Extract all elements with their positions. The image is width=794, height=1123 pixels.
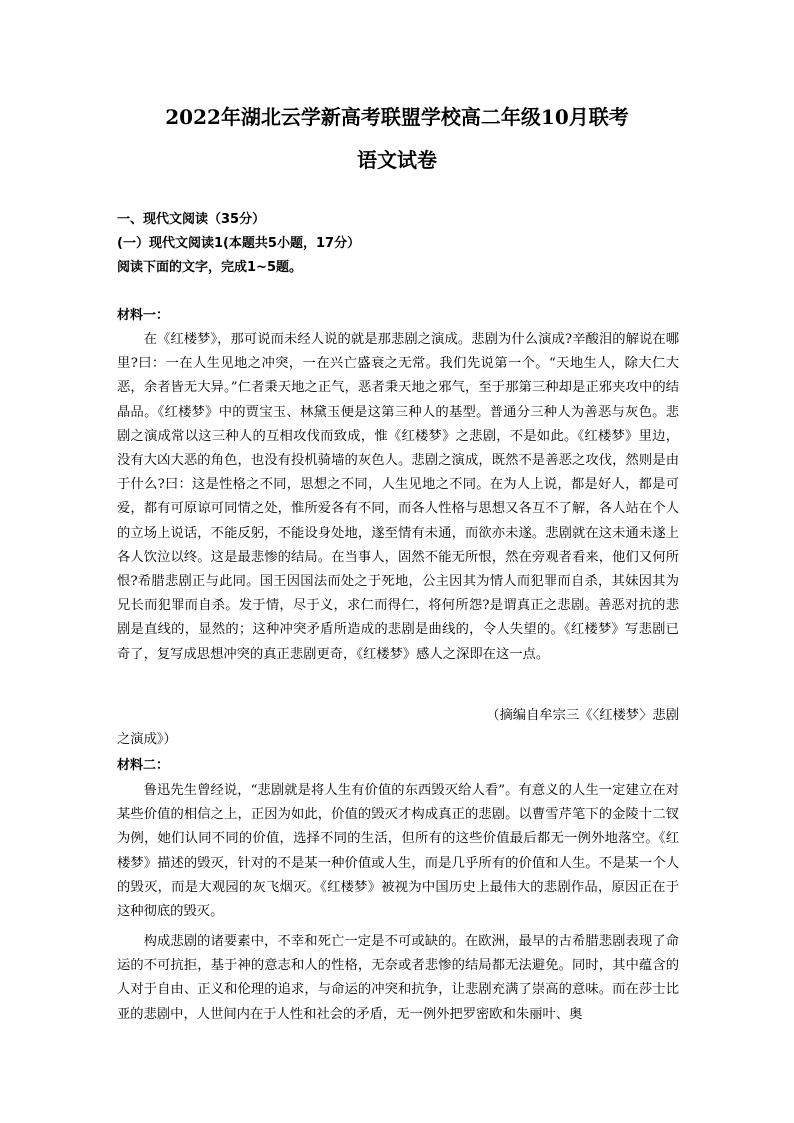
exam-subtitle: 语文试卷 <box>357 148 437 172</box>
exam-title: 2022年湖北云学新高考联盟学校高二年级10月联考 <box>165 105 629 129</box>
material1-source-line1: （摘编自牟宗三《〈红楼梦〉悲剧 <box>486 708 679 723</box>
material1-label: 材料一： <box>117 308 170 323</box>
material2-paragraph1: 鲁迅先生曾经说，“悲剧就是将人生有价值的东西毁灭给人看”。有意义的人生一定建立在对某些价值的相信之上，正因为如此，价值的毁灭才构成真正的悲剧。以曹雪芹笔下的金陵十二钗为例，她们认同不同的价值，选择不同的生活，但所有的这些价值最后都无一例外地落空。《红楼梦》描述的毁灭，针对的不是某一种价值或人生，而是几乎所有的价值和人生。不是某一个人的毁灭，而是大观园的灰飞烟灭。《红楼梦》被视为中国历史上最伟大的悲剧作品，原因正在于这种彻底的毁灭。 <box>117 783 679 920</box>
material1-paragraph: 在《红楼梦》，那可说而未经人说的就是那悲剧之演成。悲剧为什么演成?辛酸泪的解说在哪里?曰：一在人生见地之冲突，一在兴亡盛衰之无常。我们先说第一个。“天地生人，除大仁大恶，余者皆无大异。”仁者秉天地之正气，恶者秉天地之邪气，至于那第三种却是正邪夹攻中的结晶品。《红楼梦》中的贾宝玉、林黛玉便是这第三种人的基型。普通分三种人为善恶与灰色。悲剧之演成常以这三种人的互相攻伐而致成，惟《红楼梦》之悲剧，不是如此。《红楼梦》里边，没有大凶大恶的角色，也没有投机骑墙的灰色人。悲剧之演成，既然不是善恶之攻伐，然则是由于什么?曰：这是性格之不同，思想之不同，人生见地之不同。在为人上说，都是好人，都是可爱，都有可原谅可同情之处，惟所爱各有不同，而各人性格与思想又各互不了解，各人站在个人的立场上说话，不能反躬，不能设身处地，遂至情有未通，而欲亦未遂。悲剧就在这未通未遂上各人饮泣以终。这是最悲惨的结局。在当事人，固然不能无所恨，然在旁观者看来，他们又何所恨?希腊悲剧正与此同。国王因国法而处之于死地，公主因其为情人而犯罪而自杀，其妹因其为兄长而犯罪而自杀。发于情，尽于义，求仁而得仁，将何所怨?是谓真正之悲剧。善恶对抗的悲剧是直线的，显然的；这种冲突矛盾所造成的悲剧是曲线的，令人失望的。《红楼梦》写悲剧已奇了，复写成思想冲突的真正悲剧更奇，《红楼梦》感人之深即在这一点。 <box>117 332 679 662</box>
section-heading-part1: 一、现代文阅读（35分） <box>117 212 266 227</box>
material2-label: 材料二： <box>117 758 170 773</box>
section-heading-subpart: (一）现代文阅读1(本题共5小题，17分） <box>117 236 361 251</box>
material2-paragraph2: 构成悲剧的诸要素中，不幸和死亡一定是不可或缺的。在欧洲，最早的古希腊悲剧表现了命运的不可抗拒，基于神的意志和人的性格，无奈或者悲惨的结局都无法避免。同时，其中蕴含的人对于自由、正义和伦理的追求，与命运的冲突和抗争，让悲剧充满了崇高的意味。而在莎士比亚的悲剧中，人世间内在于人性和社会的矛盾，无一例外把罗密欧和朱丽叶、奥 <box>117 934 679 1022</box>
material1-source <box>117 704 679 752</box>
reading-instruction: 阅读下面的文字，完成1~5题。 <box>117 260 302 275</box>
material1-source-line2: 之演成》） <box>117 732 177 748</box>
